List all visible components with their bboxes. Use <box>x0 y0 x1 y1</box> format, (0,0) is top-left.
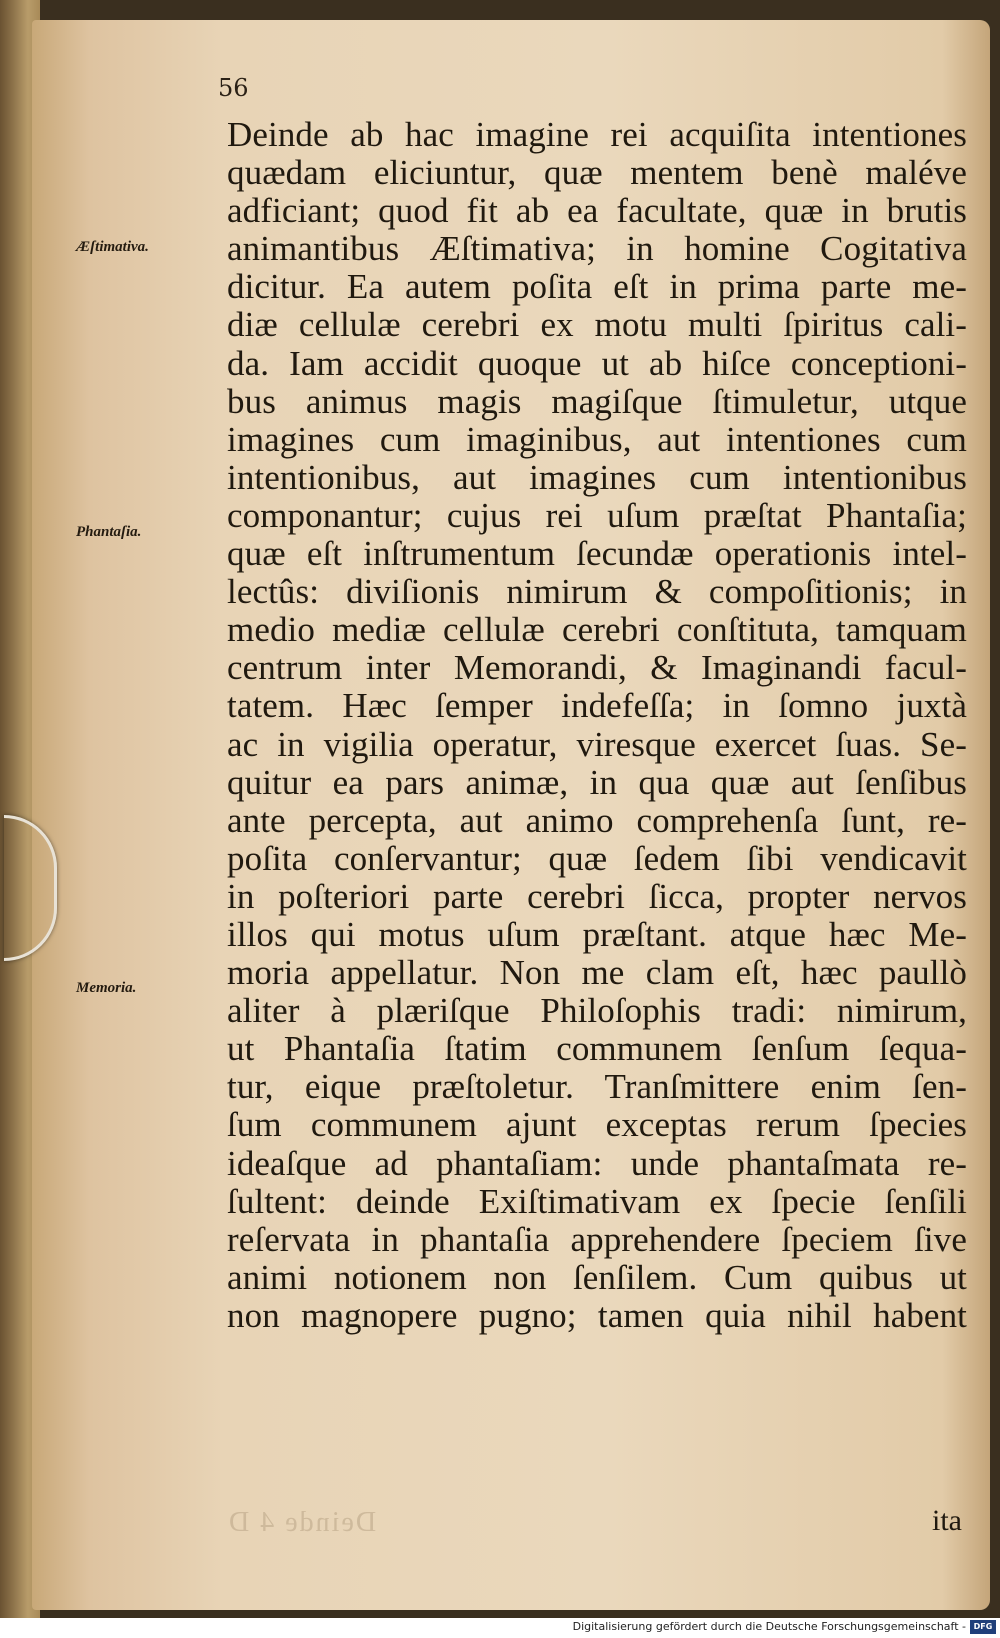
text-line: tatem. Hæc ſemper indefeſſa; in ſomno juxtà <box>227 686 967 726</box>
catchword: ita <box>932 1504 962 1537</box>
text-line: adficiant; quod fit ab ea facultate, quæ in brutis <box>227 191 967 231</box>
text-line: centrum inter Memorandi, & Imaginandi facul- <box>227 648 967 688</box>
text-line: poſita conſervantur; quæ ſedem ſibi vendicavit <box>227 838 967 878</box>
text-line: animi notionem non ſenſilem. Cum quibus ut <box>227 1257 967 1297</box>
marginal-note-phantasia: Phantaſia. <box>76 524 142 540</box>
text-line: intentionibus, aut imagines cum intentionibus <box>227 457 967 497</box>
text-line: dicitur. Ea autem poſita eſt in prima parte me- <box>227 267 967 307</box>
text-line: da. Iam accidit quoque ut ab hiſce conceptioni- <box>227 343 967 383</box>
footer-bar <box>0 1618 1000 1638</box>
text-line: reſervata in phantaſia apprehendere ſpeciem ſive <box>227 1219 967 1259</box>
text-line: ſum communem ajunt exceptas rerum ſpecies <box>227 1105 967 1145</box>
text-line: quædam eliciuntur, quæ mentem benè maléve <box>227 153 967 193</box>
text-line: illos qui motus uſum præſtant. atque hæc Me- <box>227 914 967 954</box>
text-line: ſultent: deinde Exiſtimativam ex ſpecie ſenſili <box>227 1181 967 1221</box>
marginal-note-memoria: Memoria. <box>76 980 137 996</box>
text-line: ac in vigilia operatur, viresque exercet ſuas. Se- <box>227 724 967 764</box>
text-line: quæ eſt inſtrumentum ſecundæ operationis intel- <box>227 534 967 574</box>
text-line: animantibus Æſtimativa; in homine Cogitativa <box>227 229 967 269</box>
page-number: 56 <box>218 74 249 102</box>
text-line: in poſteriori parte cerebri ſicca, propter nervos <box>227 876 967 916</box>
text-line: lectûs: diviſionis nimirum & compoſitionis; in <box>227 572 967 612</box>
text-line: Deinde ab hac imagine rei acquiſita intentiones <box>227 115 967 154</box>
text-line: non magnopere pugno; tamen quia nihil habent <box>227 1295 967 1335</box>
text-line: moria appellatur. Non me clam eſt, hæc paullò <box>227 953 967 993</box>
text-line: ante percepta, aut animo comprehenſa ſunt, re- <box>227 800 967 840</box>
book-page <box>32 20 990 1610</box>
body-text <box>227 116 967 1335</box>
text-line: tur, eique præſtoletur. Tranſmittere enim ſen- <box>227 1067 967 1107</box>
text-line: ut Phantaſia ſtatim communem ſenſum ſequa- <box>227 1029 967 1069</box>
text-line: medio mediæ cellulæ cerebri conſtituta, tamquam <box>227 610 967 650</box>
bleed-through-text: Deinde 4 D <box>227 1507 377 1538</box>
text-line: diæ cellulæ cerebri ex motu multi ſpiritus cali- <box>227 305 967 345</box>
text-line: componantur; cujus rei uſum præſtat Phantaſia; <box>227 495 967 535</box>
text-line: bus animus magis magiſque ſtimuletur, utque <box>227 381 967 421</box>
marginal-note-aestimativa: Æſtimativa. <box>76 239 149 255</box>
dfg-logo: DFG <box>970 1620 996 1634</box>
text-line: ideaſque ad phantaſiam: unde phantaſmata re- <box>227 1143 967 1183</box>
text-line: imagines cum imaginibus, aut intentiones cum <box>227 419 967 459</box>
footer-credit: Digitalisierung gefördert durch die Deutsche Forschungsgemeinschaft - <box>572 1620 966 1633</box>
text-line: quitur ea pars animæ, in qua quæ aut ſenſibus <box>227 762 967 802</box>
text-line: aliter à plæriſque Philoſophis tradi: nimirum, <box>227 991 967 1031</box>
